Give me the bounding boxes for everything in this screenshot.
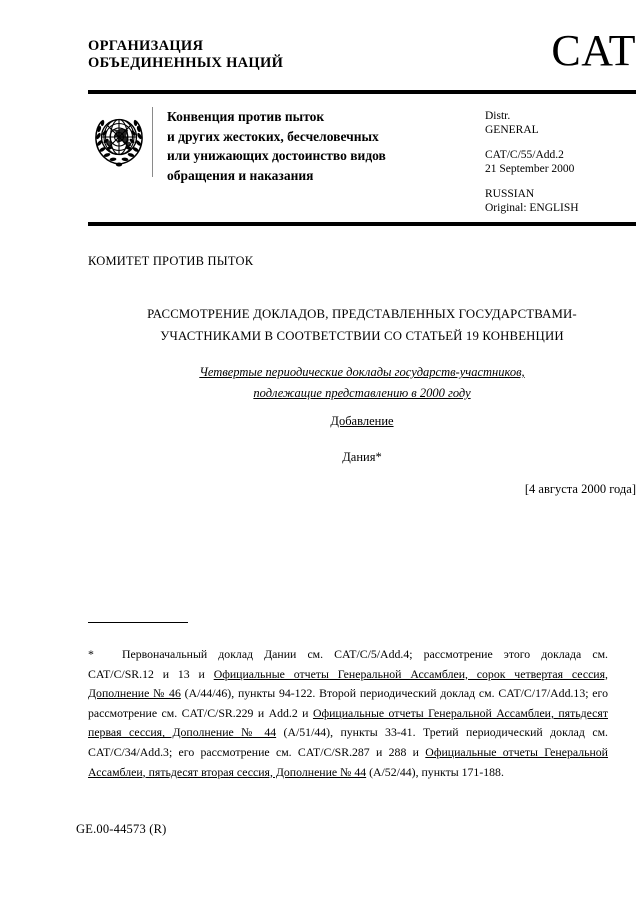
convention-title: [167, 107, 467, 185]
masthead: [88, 26, 636, 75]
footnote-text-2: (A/44/46), пункты 94-122. Второй периодический доклад см. CAT/C/17/Add.13; его рассмотрение см. CAT/C/SR.229 и Add.2 и: [88, 686, 608, 720]
footnote-separator: [88, 622, 188, 623]
footnote-text-4: (A/52/44), пункты 171-188.: [366, 764, 504, 779]
footnote: [88, 645, 608, 782]
document-date: 21 September 2000: [485, 163, 575, 175]
document-footer-code: GE.00-44573 (R): [76, 822, 167, 836]
distribution-group: [485, 109, 579, 137]
page-title: [88, 303, 636, 347]
language-group: [485, 187, 579, 215]
report-subtitle-line-1-wrap: [88, 362, 636, 383]
convention-title-line-4: обращения и наказания: [167, 167, 314, 183]
footnote-citation-2: Официальные отчеты Генеральной Ассамблеи, пятьдесят первая сессия, Дополнение № 44: [88, 705, 608, 740]
page-title-line-1: РАССМОТРЕНИЕ ДОКЛАДОВ, ПРЕДСТАВЛЕННЫХ ГОСУДАРСТВАМИ-: [147, 307, 577, 321]
committee-name: КОМИТЕТ ПРОТИВ ПЫТОК: [88, 254, 254, 268]
footnote-citation-3: Официальные отчеты Генеральной Ассамблеи, пятьдесят вторая сессия, Дополнение № 44: [88, 744, 608, 779]
page-title-line-2: УЧАСТНИКАМИ В СООТВЕТСТВИИ СО СТАТЬЕЙ 19 КОНВЕНЦИИ: [160, 329, 564, 343]
convention-title-line-2: и других жестоких, бесчеловечных: [167, 128, 379, 144]
convention-title-line-3: или унижающих достоинство видов: [167, 148, 386, 163]
un-emblem: [88, 107, 150, 173]
addendum-label-wrap: [88, 414, 636, 429]
addendum-label: Добавление: [330, 414, 394, 428]
organization-name: [88, 38, 283, 72]
country-name: Дания*: [342, 450, 382, 464]
symbol-group: [485, 148, 579, 176]
convention-header-block: [88, 107, 636, 215]
document-symbol: CAT/C/55/Add.2: [485, 149, 564, 161]
report-subtitle-line-2-wrap: [88, 383, 636, 404]
footnote-marker: *: [88, 647, 94, 661]
convention-title-line-1: Конвенция против пыток: [167, 109, 325, 124]
organization-line-1: ОРГАНИЗАЦИЯ: [88, 38, 204, 54]
report-subtitle-line-1: Четвертые периодические доклады государств-участников,: [199, 365, 525, 379]
report-subtitle-line-2: подлежащие представлению в 2000 году: [253, 386, 471, 400]
document-language: RUSSIAN: [485, 188, 535, 200]
distribution-label: Distr.: [485, 110, 511, 122]
footnote-text-3: (A/51/44), пункты 33-41. Третий периодический доклад см. CAT/C/34/Add.3; его рассмотрение см. CAT/C/SR.287 и 288 и: [88, 725, 608, 759]
header-rule-top: [88, 90, 636, 94]
submission-date: [4 августа 2000 года]: [524, 482, 636, 496]
document-symbol-mark: CAT: [551, 26, 636, 75]
original-language: Original: ENGLISH: [485, 202, 579, 214]
report-subtitle: [88, 362, 636, 404]
organization-line-2: ОБЪЕДИНЕННЫХ НАЦИЙ: [88, 55, 284, 71]
header-rule-bottom: [88, 222, 636, 226]
distribution-block: [485, 107, 579, 215]
emblem-divider: [152, 107, 153, 177]
footnote-text-1: Первоначальный доклад Дании см. CAT/C/5/Add.4; рассмотрение этого доклада см. CAT/C/SR.12 и 13 и: [88, 647, 608, 681]
footnote-citation-1: Официальные отчеты Генеральной Ассамблеи, сорок четвертая сессия, Дополнение № 46: [88, 666, 608, 701]
distribution-value: GENERAL: [485, 124, 539, 136]
